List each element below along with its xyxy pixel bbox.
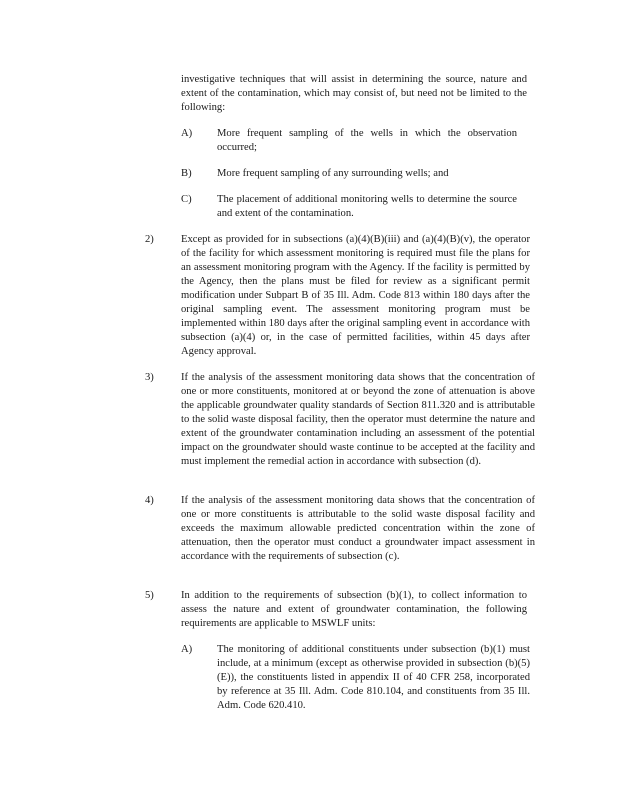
subsection-a-label: A) <box>181 128 193 139</box>
item-2-label: 2) <box>145 234 154 245</box>
intro-paragraph: investigative techniques that will assist in determining the source, nature and extent of the contamination, which may consist of, but need not be limited to the following: <box>181 74 527 113</box>
item-5-text: In addition to the requirements of subsection (b)(1), to collect information to assess the nature and extent of groundwater contamination, the following requirements are applicable to MSWLF units: <box>181 590 527 629</box>
subsection-a-text: More frequent sampling of the wells in which the observation occurred; <box>217 128 517 153</box>
subsection-b-label: B) <box>181 168 192 179</box>
subsection-5a-label: A) <box>181 644 193 655</box>
item-2-text: Except as provided for in subsections (a)(4)(B)(iii) and (a)(4)(B)(v), the operator of the facility for which assessment monitoring is required must file the plans for an assessment monitoring program with the Agency. If the facility is permitted by the Agency, then the plans must be filed for review as a significant permit modification under Subpart B of 35 Ill. Adm. Code 813 within 180 days after the original sampling event. The assessment monitoring program must be implemented within 180 days after the original sampling event in accordance with subsection (a)(4) or, in the case of permitted facilities, within 45 days after Agency approval. <box>181 234 530 357</box>
item-3-text: If the analysis of the assessment monitoring data shows that the concentration of one or more constituents, monitored at or beyond the zone of attenuation is above the applicable groundwater quality standards of Section 811.320 and is attributable to the solid waste disposal facility, then the operator must determine the nature and extent of the groundwater contamination including an assessment of the potential impact on the groundwater should waste continue to be accepted at the facility and must implement the remedial action in accordance with subsection (d). <box>181 372 535 467</box>
subsection-5a-text: The monitoring of additional constituents under subsection (b)(1) must include, at a minimum (except as otherwise provided in subsection (b)(5)(E)), the constituents listed in appendix II of 40 CFR 258, incorporated by reference at 35 Ill. Adm. Code 810.104, and constituents from 35 Ill. Adm. Code 620.410. <box>217 644 530 711</box>
item-5-label: 5) <box>145 590 154 601</box>
subsection-b-text: More frequent sampling of any surrounding wells; and <box>217 168 449 179</box>
item-4-label: 4) <box>145 495 154 506</box>
item-4-text: If the analysis of the assessment monitoring data shows that the concentration of one or more constituents is attributable to the solid waste disposal facility and exceeds the maximum allowable predicted concentration within the zone of attenuation, then the operator must conduct a groundwater impact assessment in accordance with the requirements of subsection (c). <box>181 495 535 562</box>
item-3-label: 3) <box>145 372 154 383</box>
subsection-c-text: The placement of additional monitoring wells to determine the source and extent of the contamination. <box>217 194 517 219</box>
subsection-c-label: C) <box>181 194 192 205</box>
